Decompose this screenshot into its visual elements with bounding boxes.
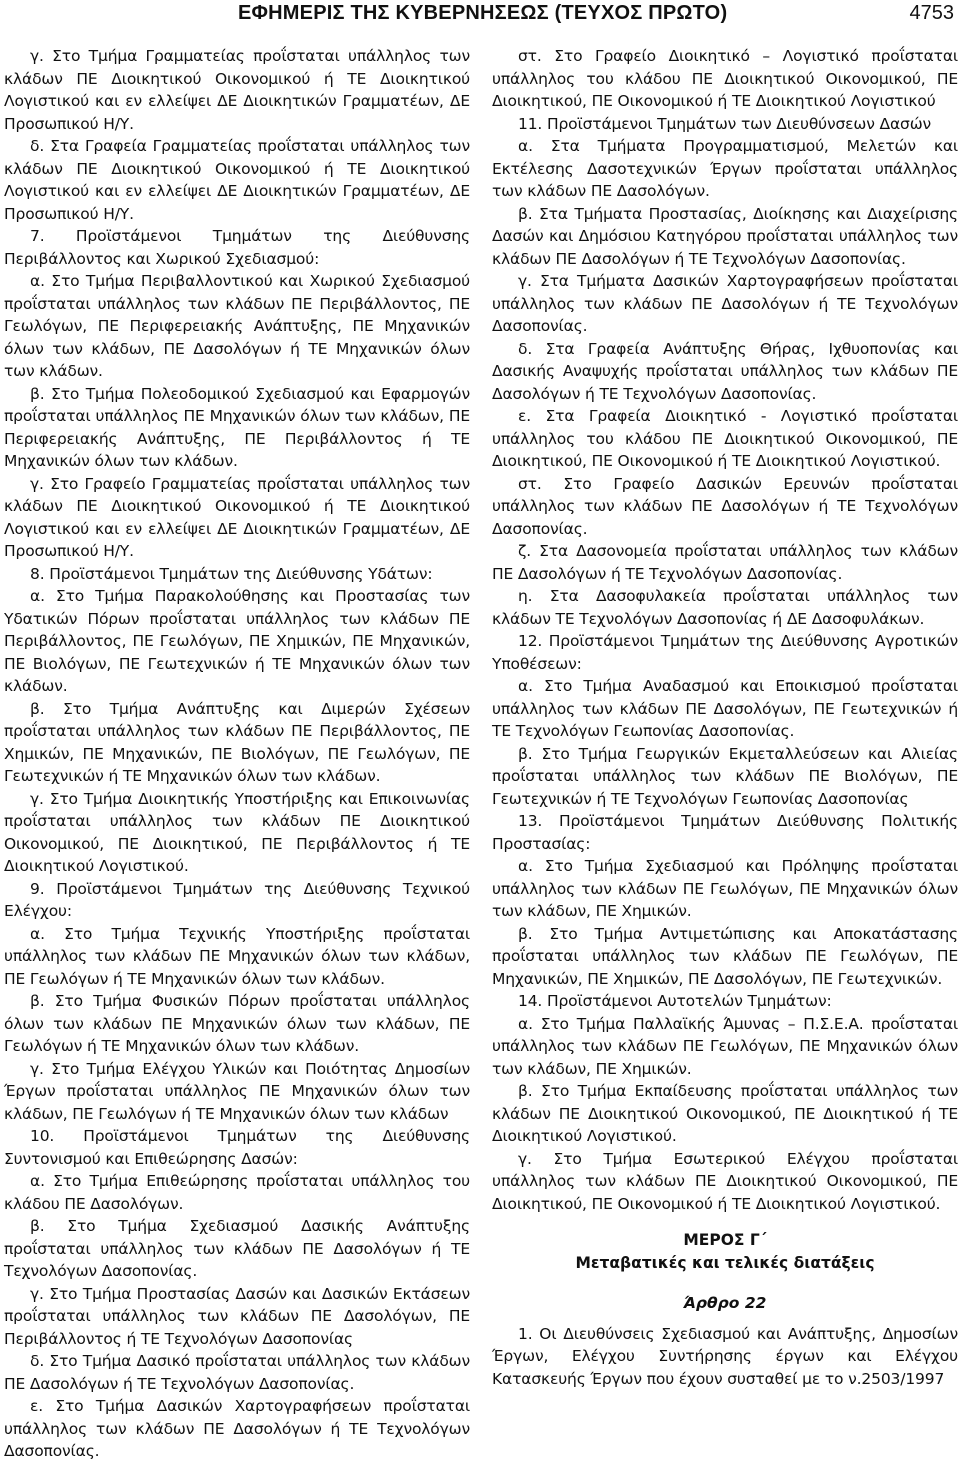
paragraph: α. Στο Τμήμα Επιθεώρησης προΐσταται υπάλληλος του κλάδου ΠΕ Δασολόγων.	[4, 1172, 470, 1213]
paragraph: α. Στο Τμήμα Αναδασμού και Εποικισμού προΐσταται υπάλληλος των κλάδων ΠΕ Δασολόγων, ΠΕ Γεωτεχνικών ή ΤΕ Τεχνολόγων Γεωπονίας Δασοπονίας.	[492, 677, 958, 740]
paragraph: 8. Προϊστάμενοι Τμημάτων της Διεύθυνσης Υδάτων:	[30, 564, 433, 583]
paragraph: 11. Προϊστάμενοι Τμημάτων των Διευθύνσεων Δασών	[518, 114, 932, 133]
paragraph: 13. Προϊστάμενοι Τμημάτων Διεύθυνσης Πολιτικής Προστασίας:	[492, 812, 958, 853]
paragraph: δ. Στα Γραφεία Ανάπτυξης Θήρας, Ιχθυοπονίας και Δασικής Αναψυχής προΐσταται υπάλληλος των κλάδων ΠΕ Δασολόγων ή ΤΕ Τεχνολόγων Δασοπονίας.	[492, 339, 958, 403]
paragraph: δ. Στα Γραφεία Γραμματείας προΐσταται υπάλληλος των κλάδων ΠΕ Διοικητικού Οικονομικού ή ΤΕ Διοικητικού Λογιστικού και εν ελλείψει ΔΕ Διοικητικών Γραμματέων, ΔΕ Προσωπικού Η/Υ.	[4, 137, 470, 223]
paragraph: β. Στο Τμήμα Πολεοδομικού Σχεδιασμού και Εφαρμογών προΐσταται υπάλληλος ΠΕ Μηχανικών όλων των κλάδων, ΠΕ Περιφερειακής Ανάπτυξης, ΠΕ Περιβάλλοντος ή ΤΕ Μηχανικών όλων των κλάδων.	[4, 384, 470, 470]
paragraph: α. Στο Τμήμα Παρακολούθησης και Προστασίας των Υδατικών Πόρων προΐσταται υπάλληλος των κλάδων ΠΕ Περιβάλλοντος, ΠΕ Γεωλόγων, ΠΕ Χημικών, ΠΕ Μηχανικών, ΠΕ Βιολόγων, ΠΕ Γεωτεχνικών ή ΤΕ Μηχανικών όλων των κλάδων.	[4, 587, 470, 695]
paragraph: β. Στο Τμήμα Ανάπτυξης και Διμερών Σχέσεων προΐσταται υπάλληλος των κλάδων ΠΕ Περιβάλλοντος, ΠΕ Χημικών, ΠΕ Μηχανικών, ΠΕ Βιολόγων, ΠΕ Γεωλόγων, ΠΕ Γεωτεχνικών ή ΤΕ Μηχανικών όλων των κλάδων.	[4, 699, 470, 785]
paragraph: γ. Στα Τμήματα Δασικών Χαρτογραφήσεων προΐσταται υπάλληλος των κλάδων ΠΕ Δασολόγων ή ΤΕ Τεχνολόγων Δασοπονίας.	[492, 272, 958, 335]
paragraph: β. Στο Τμήμα Εκπαίδευσης προΐσταται υπάλληλος των κλάδων ΠΕ Διοικητικού Οικονομικού, ΠΕ Διοικητικού ή ΤΕ Διοικητικού Λογιστικού.	[492, 1082, 958, 1145]
paragraph: γ. Στο Τμήμα Διοικητικής Υποστήριξης και Επικοινωνίας προΐσταται υπάλληλος των κλάδων ΠΕ Διοικητικού Οικονομικού, ΠΕ Διοικητικού, ΠΕ Περιβάλλοντος ή ΤΕ Διοικητικού Λογιστικού.	[4, 789, 470, 875]
paragraph: στ. Στο Γραφείο Διοικητικό – Λογιστικό προΐσταται υπάλληλος του κλάδου ΠΕ Διοικητικού Οικονομικού, ΠΕ Διοικητικού, ΠΕ Οικονομικού ή ΤΕ Διοικητικού Λογιστικού	[492, 47, 958, 110]
page-number: 4753	[909, 2, 954, 24]
article-heading: Άρθρο 22	[683, 1294, 767, 1312]
paragraph: ε. Στο Τμήμα Δασικών Χαρτογραφήσεων προΐσταται υπάλληλος των κλάδων ΠΕ Δασολόγων ή ΤΕ Τεχνολόγων Δασοπονίας.	[4, 1397, 470, 1460]
paragraph: ζ. Στα Δασονομεία προΐσταται υπάλληλος των κλάδων ΠΕ Δασολόγων ή ΤΕ Τεχνολόγων Δασοπονίας.	[492, 542, 958, 583]
gazette-title: ΕΦΗΜΕΡΙΣ ΤΗΣ ΚΥΒΕΡΝΗΣΕΩΣ (ΤΕΥΧΟΣ ΠΡΩΤΟ)	[238, 2, 728, 24]
page-header	[0, 0, 960, 34]
paragraph: β. Στα Τμήματα Προστασίας, Διοίκησης και Διαχείρισης Δασών και Δημόσιου Κατηγόρου προΐσταται υπάλληλος των κλάδων ΠΕ Δασολόγων ή ΤΕ Τεχνολόγων Δασοπονίας.	[492, 204, 958, 268]
paragraph: γ. Στο Τμήμα Προστασίας Δασών και Δασικών Εκτάσεων προΐσταται υπάλληλος των κλάδων ΠΕ Δασολόγων, ΠΕ Περιβάλλοντος ή ΤΕ Τεχνολόγων Δασοπονίας	[4, 1284, 470, 1348]
paragraph: γ. Στο Γραφείο Γραμματείας προΐσταται υπάλληλος των κλάδων ΠΕ Διοικητικού Οικονομικού ή ΤΕ Διοικητικού Λογιστικού και εν ελλείψει ΔΕ Διοικητικών Γραμματέων, ΔΕ Προσωπικού Η/Υ.	[4, 474, 470, 560]
paragraph: β. Στο Τμήμα Γεωργικών Εκμεταλλεύσεων και Αλιείας προΐσταται υπάλληλος των κλάδων ΠΕ Βιολόγων, ΠΕ Γεωτεχνικών ή ΤΕ Τεχνολόγων Γεωπονίας Δασοπονίας	[492, 744, 958, 808]
paragraph: γ. Στο Τμήμα Εσωτερικού Ελέγχου προΐσταται υπάλληλος των κλάδων ΠΕ Διοικητικού Οικονομικού, ΠΕ Διοικητικού, ΠΕ Οικονομικού ή ΤΕ Διοικητικού Λογιστικού.	[492, 1149, 958, 1213]
paragraph: η. Στα Δασοφυλακεία προΐσταται υπάλληλος των κλάδων ΤΕ Τεχνολόγων Δασοπονίας ή ΔΕ Δασοφυλάκων.	[492, 587, 958, 628]
paragraph: γ. Στο Τμήμα Ελέγχου Υλικών και Ποιότητας Δημοσίων Έργων προΐσταται υπάλληλος ΠΕ Μηχανικών όλων των κλάδων, ΠΕ Γεωλόγων ή ΤΕ Μηχανικών όλων των κλάδων	[4, 1059, 470, 1123]
right-column	[492, 45, 958, 1390]
paragraph: α. Στο Τμήμα Παλλαϊκής Άμυνας – Π.Σ.Ε.Α. προΐσταται υπάλληλος των κλάδων ΠΕ Γεωλόγων, ΠΕ Μηχανικών όλων των κλάδων, ΠΕ Χημικών.	[492, 1014, 958, 1078]
paragraph: β. Στο Τμήμα Αντιμετώπισης και Αποκατάστασης προΐσταται υπάλληλος των κλάδων ΠΕ Γεωλόγων, ΠΕ Μηχανικών, ΠΕ Χημικών, ΠΕ Δασολόγων, ΠΕ Γεωτεχνικών.	[492, 924, 958, 988]
paragraph: β. Στο Τμήμα Φυσικών Πόρων προΐσταται υπάλληλος όλων των κλάδων ΠΕ Μηχανικών όλων των κλάδων, ΠΕ Γεωλόγων ή ΤΕ Μηχανικών όλων των κλάδων.	[4, 992, 470, 1055]
paragraph: α. Στο Τμήμα Περιβαλλοντικού και Χωρικού Σχεδιασμού προΐσταται υπάλληλος των κλάδων ΠΕ Περιβάλλοντος, ΠΕ Γεωλόγων, ΠΕ Περιφερειακής Ανάπτυξης, ΠΕ Μηχανικών όλων των κλάδων, ΠΕ Δασολόγων ή ΤΕ Μηχανικών όλων των κλάδων.	[4, 272, 470, 380]
paragraph: 9. Προϊστάμενοι Τμημάτων της Διεύθυνσης Τεχνικού Ελέγχου:	[4, 879, 470, 920]
part-heading: ΜΕΡΟΣ Γ΄	[683, 1231, 767, 1249]
paragraph: στ. Στο Γραφείο Δασικών Ερευνών προΐσταται υπάλληλος των κλάδων ΠΕ Δασολόγων ή ΤΕ Τεχνολόγων Δασοπονίας.	[492, 474, 958, 538]
paragraph: α. Στο Τμήμα Τεχνικής Υποστήριξης προΐσταται υπάλληλος των κλάδων ΠΕ Μηχανικών όλων των κλάδων, ΠΕ Γεωλόγων ή ΤΕ Μηχανικών όλων των κλάδων.	[4, 924, 470, 988]
left-column	[4, 45, 470, 1463]
paragraph: 12. Προϊστάμενοι Τμημάτων της Διεύθυνσης Αγροτικών Υποθέσεων:	[492, 632, 958, 673]
paragraph: 14. Προϊστάμενοι Αυτοτελών Τμημάτων:	[518, 992, 832, 1010]
paragraph: β. Στο Τμήμα Σχεδιασμού Δασικής Ανάπτυξης προΐσταται υπάλληλος των κλάδων ΠΕ Δασολόγων ή ΤΕ Τεχνολόγων Δασοπονίας.	[4, 1217, 470, 1280]
paragraph: α. Στα Τμήματα Προγραμματισμού, Μελετών και Εκτέλεσης Δασοτεχνικών Έργων προΐσταται υπάλληλος των κλάδων ΠΕ Δασολόγων.	[492, 137, 958, 200]
paragraph: 7. Προϊστάμενοι Τμημάτων της Διεύθυνσης Περιβάλλοντος και Χωρικού Σχεδιασμού:	[4, 227, 470, 268]
paragraph: 10. Προϊστάμενοι Τμημάτων της Διεύθυνσης Συντονισμού και Επιθεώρησης Δασών:	[4, 1127, 470, 1168]
paragraph: ε. Στα Γραφεία Διοικητικό - Λογιστικό προΐσταται υπάλληλος του κλάδου ΠΕ Διοικητικού Οικονομικού, ΠΕ Διοικητικού, ΠΕ Οικονομικού ή ΤΕ Διοικητικού Λογιστικού.	[492, 407, 958, 470]
article-paragraph: 1. Οι Διευθύνσεις Σχεδιασμού και Ανάπτυξης, Δημοσίων Έργων, Ελέγχου Συντήρησης έργων και Ελέγχου Κατασκευής Έργων που έχουν συσταθεί με το ν.2503/1997	[492, 1324, 958, 1388]
paragraph: α. Στο Τμήμα Σχεδιασμού και Πρόληψης προΐσταται υπάλληλος των κλάδων ΠΕ Γεωλόγων, ΠΕ Μηχανικών όλων των κλάδων, ΠΕ Χημικών.	[492, 857, 958, 920]
part-subheading: Μεταβατικές και τελικές διατάξεις	[575, 1253, 875, 1272]
paragraph: δ. Στο Τμήμα Δασικό προΐσταται υπάλληλος των κλάδων ΠΕ Δασολόγων ή ΤΕ Τεχνολόγων Δασοπονίας.	[4, 1352, 470, 1393]
paragraph: γ. Στο Τμήμα Γραμματείας προΐσταται υπάλληλος των κλάδων ΠΕ Διοικητικού Οικονομικού ή ΤΕ Διοικητικού Λογιστικού και εν ελλείψει ΔΕ Διοικητικών Γραμματέων, ΔΕ Προσωπικού Η/Υ.	[4, 47, 470, 133]
